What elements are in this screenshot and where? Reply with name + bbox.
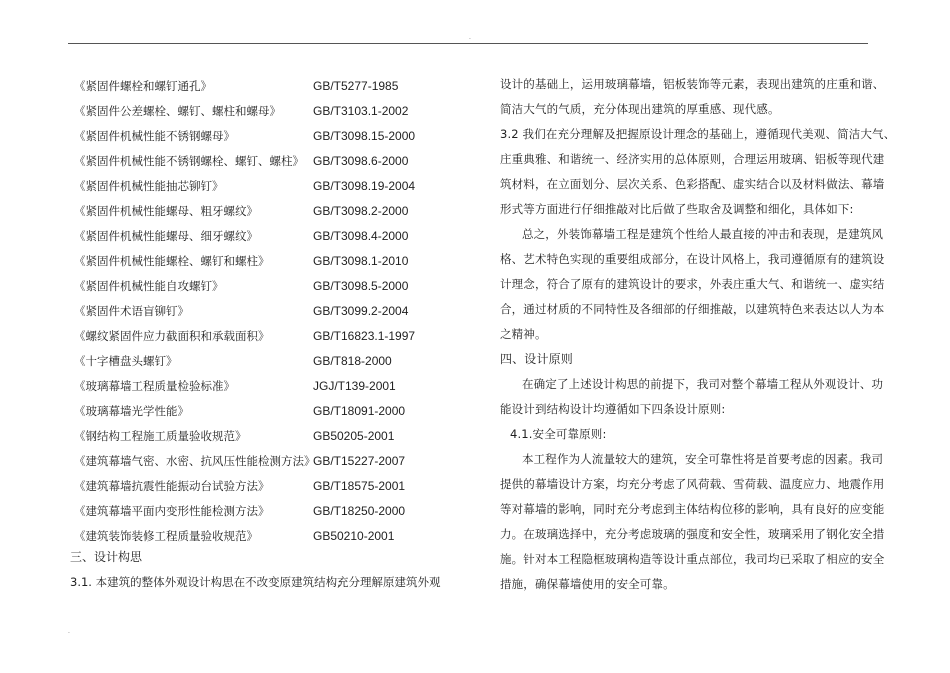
standard-name: 《玻璃幕墙工程质量检验标准》 [74, 379, 235, 393]
paragraph-line: 力。在玻璃选择中，充分考虑玻璃的强度和安全性，玻璃采用了钢化安全措 [500, 527, 885, 541]
standard-name: 《建筑装饰装修工程质量验收规范》 [74, 529, 258, 543]
section-heading: 四、设计原则 [500, 352, 573, 366]
standard-row [74, 351, 494, 371]
standard-name: 《紧固件机械性能不锈钢螺栓、螺钉、螺柱》 [74, 154, 304, 168]
standard-name: 《紧固件机械性能不锈钢螺母》 [74, 129, 235, 143]
standard-row [74, 76, 494, 96]
standard-row [74, 301, 494, 321]
paragraph-line: 本工程作为人流量较大的建筑，安全可靠性将是首要考虑的因素。我司 [522, 452, 884, 466]
paragraph-line: 合，通过材质的不同特性及各细部的仔细推敲，以建筑特色来表达以人为本 [500, 302, 885, 316]
standard-code: GB/T3098.5-2000 [313, 279, 409, 293]
standard-row [74, 276, 494, 296]
standard-name: 《紧固件机械性能自攻螺钉》 [74, 279, 224, 293]
standard-name: 《紧固件公差螺栓、螺钉、螺柱和螺母》 [74, 104, 281, 118]
standard-code: GB/T3098.19-2004 [313, 179, 416, 193]
standard-row [74, 376, 494, 396]
paragraph-line: 之精神。 [500, 327, 547, 341]
standard-row [74, 451, 494, 471]
standard-name: 《钢结构工程施工质量验收规范》 [74, 429, 247, 443]
section-3-1-text: 3.1. 本建筑的整体外观设计构思在不改变原建筑结构, [70, 575, 341, 589]
paragraph-line: 能设计到结构设计均遵循如下四条设计原则: [500, 402, 726, 416]
paragraph-line: 筑材料，在立面划分、层次关系、色彩搭配、虚实结合以及材料做法、幕墙 [500, 177, 885, 191]
paragraph-line: 在确定了上述设计构思的前提下，我司对整个幕墙工程从外观设计、功 [522, 377, 884, 391]
standard-row [74, 101, 494, 121]
paragraph-line: 总之，外装饰幕墙工程是建筑个性给人最直接的冲击和表现，是建筑风 [522, 227, 884, 241]
standard-row [74, 176, 494, 196]
paragraph-line: 等对幕墙的影响，同时充分考虑到主体结构位移的影响，具有良好的应变能 [500, 502, 885, 516]
paragraph-line: 4.1.安全可靠原则: [510, 427, 607, 441]
paragraph-line: 提供的幕墙设计方案，均充分考虑了风荷载、雪荷载、温度应力、地震作用 [500, 477, 885, 491]
standard-name: 《玻璃幕墙光学性能》 [74, 404, 189, 418]
standard-row [74, 126, 494, 146]
standard-code: GB/T3098.1-2010 [313, 254, 409, 268]
standard-name: 《紧固件螺栓和螺钉通孔》 [74, 79, 212, 93]
standard-name: 《建筑幕墙气密、水密、抗风压性能检测方法》 [74, 454, 316, 468]
standard-row [74, 226, 494, 246]
standard-row [74, 526, 494, 546]
standard-name: 《紧固件机械性能螺母、粗牙螺纹》 [74, 204, 258, 218]
standard-code: GB/T3098.4-2000 [313, 229, 409, 243]
standard-code: JGJ/T139-2001 [313, 379, 396, 393]
paragraph-line: 3.2 我们在充分理解及把握原设计理念的基础上，遵循现代美观、简洁大气、 [500, 127, 896, 141]
header-rule [68, 43, 868, 44]
standard-code: GB/T3099.2-2004 [313, 304, 409, 318]
standard-code: GB/T3103.1-2002 [313, 104, 409, 118]
standard-code: GB/T16823.1-1997 [313, 329, 416, 343]
paragraph-line: 设计的基础上，运用玻璃幕墙，铝板装饰等元素，表现出建筑的庄重和谐、 [500, 77, 885, 91]
paragraph-line: 形式等方面进行仔细推敲对比后做了些取舍及调整和细化，具体如下: [500, 202, 854, 216]
standard-name: 《紧固件机械性能抽芯铆钉》 [74, 179, 224, 193]
paragraph-line: 措施，确保幕墙使用的安全可靠。 [500, 577, 675, 591]
paragraph-line: 简洁大气的气质，充分体现出建筑的厚重感、现代感。 [500, 102, 780, 116]
standard-code: GB/T5277-1985 [313, 79, 399, 93]
standard-code: GB/T3098.2-2000 [313, 204, 409, 218]
standard-code: GB/T18250-2000 [313, 504, 406, 518]
header-dot: . [469, 34, 471, 41]
standard-name: 《紧固件机械性能螺栓、螺钉和螺柱》 [74, 254, 270, 268]
footer-dot: . [68, 628, 70, 635]
standard-name: 《螺纹紧固件应力截面积和承载面积》 [74, 329, 270, 343]
standard-row [74, 501, 494, 521]
standard-row [74, 426, 494, 446]
paragraph-line: 计理念，符合了原有的建筑设计的要求，外表庄重大气、和谐统一、虚实结 [500, 277, 885, 291]
standard-row [74, 201, 494, 221]
section-3-1-text-cont: 充分理解原建筑外观 [337, 575, 441, 589]
standard-code: GB50210-2001 [313, 529, 395, 543]
standard-code: GB/T3098.6-2000 [313, 154, 409, 168]
standard-code: GB/T18575-2001 [313, 479, 406, 493]
standard-row [74, 401, 494, 421]
standard-row [74, 326, 494, 346]
standard-name: 《紧固件机械性能螺母、细牙螺纹》 [74, 229, 258, 243]
standard-name: 《建筑幕墙平面内变形性能检测方法》 [74, 504, 270, 518]
standard-code: GB/T18091-2000 [313, 404, 406, 418]
standard-row [74, 151, 494, 171]
standard-name: 《十字槽盘头螺钉》 [74, 354, 178, 368]
standard-name: 《紧固件术语盲铆钉》 [74, 304, 189, 318]
standard-code: GB/T818-2000 [313, 354, 392, 368]
standard-name: 《建筑幕墙抗震性能振动台试验方法》 [74, 479, 270, 493]
standard-row [74, 251, 494, 271]
standard-code: GB/T3098.15-2000 [313, 129, 416, 143]
paragraph-line: 格、艺术特色实现的重要组成部分，在设计风格上，我司遵循原有的建筑设 [500, 252, 885, 266]
right-column [500, 72, 896, 597]
standard-row [74, 476, 494, 496]
section-3-heading: 三、设计构思 [70, 550, 143, 564]
paragraph-line: 施。针对本工程隐框玻璃构造等设计重点部位，我司均已采取了相应的安全 [500, 552, 885, 566]
standard-code: GB50205-2001 [313, 429, 395, 443]
standard-code: GB/T15227-2007 [313, 454, 406, 468]
paragraph-line: 庄重典雅、和谐统一、经济实用的总体原则，合理运用玻璃、铝板等现代建 [500, 152, 885, 166]
